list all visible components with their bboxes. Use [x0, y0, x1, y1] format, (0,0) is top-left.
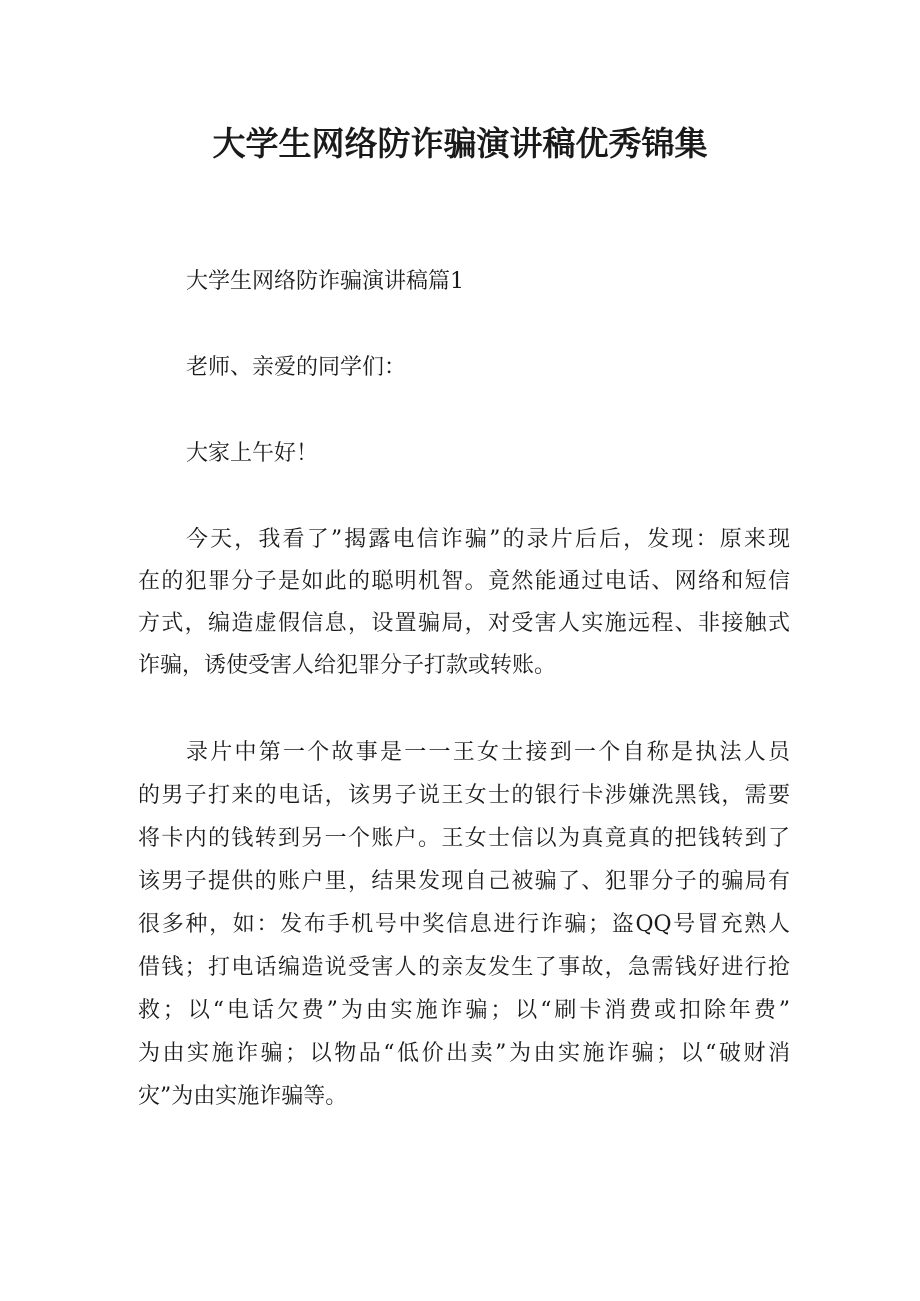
document-title: 大学生网络防诈骗演讲稿优秀锦集 [212, 124, 708, 163]
salutation: 老师、亲爱的同学们： [186, 355, 407, 380]
paragraph-line: 救；以“电话欠费”为由实施诈骗；以“刷卡消费或扣除年费” [138, 998, 790, 1023]
paragraph-line: 方式，编造虚假信息，设置骗局，对受害人实施远程、非接触式 [138, 611, 790, 636]
paragraph-line: 很多种，如：发布手机号中奖信息进行诈骗；盗QQ号冒充熟人 [138, 912, 790, 937]
paragraph-line: 为由实施诈骗；以物品“低价出卖”为由实施诈骗；以“破财消 [138, 1041, 790, 1066]
paragraph-line: 在的犯罪分子是如此的聪明机智。竟然能通过电话、网络和短信 [138, 569, 790, 594]
paragraph-line: 借钱；打电话编造说受害人的亲友发生了事故，急需钱好进行抢 [138, 955, 790, 980]
paragraph-line: 的男子打来的电话，该男子说王女士的银行卡涉嫌洗黑钱，需要 [138, 783, 790, 808]
paragraph-line: 该男子提供的账户里，结果发现自己被骗了、犯罪分子的骗局有 [138, 869, 790, 894]
greeting: 大家上午好！ [186, 441, 319, 466]
paragraph-line: 录片中第一个故事是一一王女士接到一个自称是执法人员 [186, 740, 790, 765]
paragraph-line: 灾”为由实施诈骗等。 [138, 1084, 348, 1109]
section-heading: 大学生网络防诈骗演讲稿篇1 [186, 269, 464, 294]
paragraph-line: 今天，我看了”揭露电信诈骗”的录片后后，发现：原来现 [186, 527, 790, 552]
paragraph-line: 将卡内的钱转到另一个账户。王女士信以为真竟真的把钱转到了 [138, 826, 790, 851]
paragraph-line: 诈骗，诱使受害人给犯罪分子打款或转账。 [138, 653, 557, 678]
